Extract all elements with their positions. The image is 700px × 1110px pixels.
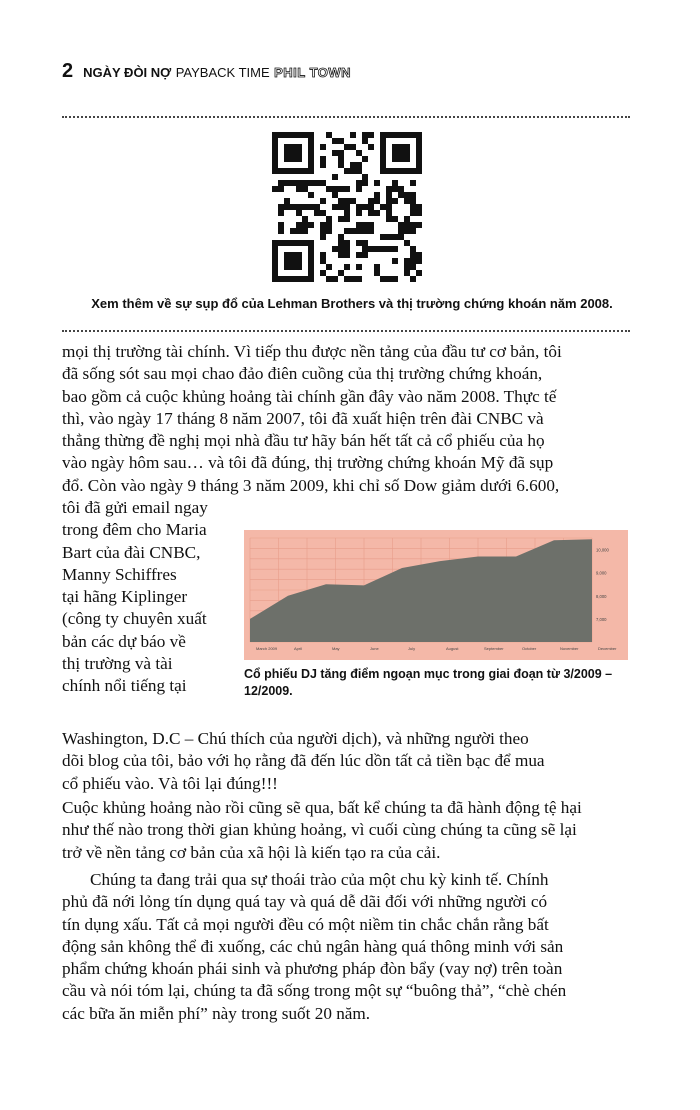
text-line: bao gồm cả cuộc khủng hoảng tài chính gần đây vào năm 2008. Thực tế <box>62 386 557 406</box>
text-line: thị trường và tài <box>62 654 173 674</box>
x-tick-label: October <box>522 646 537 651</box>
author-name: PHIL TOWN <box>274 65 352 80</box>
text-line: như thế nào trong thời gian khủng hoảng, vì cuối cùng chúng ta cũng sẽ lại <box>62 820 577 840</box>
x-tick-label: April <box>294 646 303 651</box>
x-tick-label: May <box>332 646 340 651</box>
text-line: dõi blog của tôi, bảo với họ rằng đã đến lúc dồn tất cả tiền bạc để mua <box>62 751 545 771</box>
x-tick-label: November <box>560 646 579 651</box>
text-line: thì, vào ngày 17 tháng 8 năm 2007, tôi đã xuất hiện trên đài CNBC và <box>62 408 544 428</box>
text-line: Bart của đài CNBC, <box>62 542 201 562</box>
text-line: đã sống sót sau mọi chao đảo điên cuồng của thị trường chứng khoán, <box>62 364 543 384</box>
text-line: động sản không thể đi xuống, các chủ ngân hàng quá thông minh với sản <box>62 936 564 956</box>
qr-caption: Xem thêm về sự sụp đổ của Lehman Brothers và thị trường chứng khoán năm 2008. <box>91 296 613 311</box>
paragraph-3 <box>62 869 630 1025</box>
paragraph-1-continued <box>62 728 630 795</box>
x-tick-label: September <box>484 646 504 651</box>
text-line: vào ngày hôm sau… và tôi đã đúng, thị trường chứng khoán Mỹ đã sụp <box>62 453 554 473</box>
x-tick-label: December <box>598 646 617 651</box>
page-number: 2 <box>62 60 74 82</box>
dj-chart <box>244 530 628 660</box>
y-tick-label: 9,000 <box>596 570 607 576</box>
text-line: phẩm chứng khoán phái sinh và phương pháp đòn bẩy (vay nợ) trên toàn <box>62 959 563 979</box>
text-line: (công ty chuyên xuất <box>62 609 207 629</box>
page-header <box>62 60 351 84</box>
paragraph-2 <box>62 797 630 864</box>
text-line: Washington, D.C – Chú thích của người dịch), và những người theo <box>62 729 529 748</box>
text-line: đổ. Còn vào ngày 9 tháng 3 năm 2009, khi chỉ số Dow giảm dưới 6.600, <box>62 475 560 495</box>
text-line: cầu và nói tóm lại, chúng ta đã sống trong một sự “buông thả”, “chè chén <box>62 981 567 1001</box>
book-title-en: PAYBACK TIME <box>175 65 270 80</box>
divider-bottom <box>62 330 630 332</box>
divider-top <box>62 116 630 118</box>
text-line: Cuộc khủng hoảng nào rồi cũng sẽ qua, bất kể chúng ta đã hành động tệ hại <box>62 798 582 817</box>
text-line: Chúng ta đang trải qua sự thoái trào của một chu kỳ kinh tế. Chính <box>90 870 549 889</box>
x-tick-label: March 2009 <box>256 646 278 651</box>
text-line: Manny Schiffres <box>62 564 177 584</box>
figure-caption: Cổ phiếu DJ tăng điểm ngoạn mục trong giai đoạn từ 3/2009 – 12/2009. <box>244 667 613 698</box>
y-tick-label: 8,000 <box>596 593 607 599</box>
book-title-vi: NGÀY ĐÒI NỢ <box>83 65 172 80</box>
text-line: tại hãng Kiplinger <box>62 587 188 607</box>
x-tick-label: August <box>446 646 459 651</box>
wrapped-text-column <box>62 497 232 698</box>
text-line: trong đêm cho Maria <box>62 520 207 540</box>
text-line: tôi đã gửi email ngay <box>62 498 208 517</box>
x-tick-label: June <box>370 646 379 651</box>
text-line: thẳng thừng đề nghị mọi nhà đầu tư hãy bán hết tất cả cổ phiếu của họ <box>62 431 545 451</box>
text-line: các bữa ăn miễn phí” này trong suốt 20 năm. <box>62 1003 371 1023</box>
y-tick-label: 7,000 <box>596 616 607 622</box>
text-line: chính nổi tiếng tại <box>62 676 187 696</box>
qr-code[interactable] <box>272 132 422 282</box>
text-line: mọi thị trường tài chính. Vì tiếp thu được nền tảng của đầu tư cơ bản, tôi <box>62 342 562 361</box>
y-tick-label: 10,000 <box>596 547 609 553</box>
text-line: cổ phiếu vào. Và tôi lại đúng!!! <box>62 773 278 793</box>
text-line: trở về nền tảng cơ bản của xã hội là kiến tạo ra của cải. <box>62 842 441 862</box>
x-tick-label: July <box>408 646 416 651</box>
text-line: tín dụng xấu. Tất cả mọi người đều có một niềm tin chắc chắn rằng bất <box>62 914 549 934</box>
text-line: phủ đã nới lỏng tín dụng quá tay và quá dễ dãi đối với những người có <box>62 892 548 912</box>
paragraph-1 <box>62 341 630 497</box>
text-line: bản các dự báo về <box>62 631 186 651</box>
